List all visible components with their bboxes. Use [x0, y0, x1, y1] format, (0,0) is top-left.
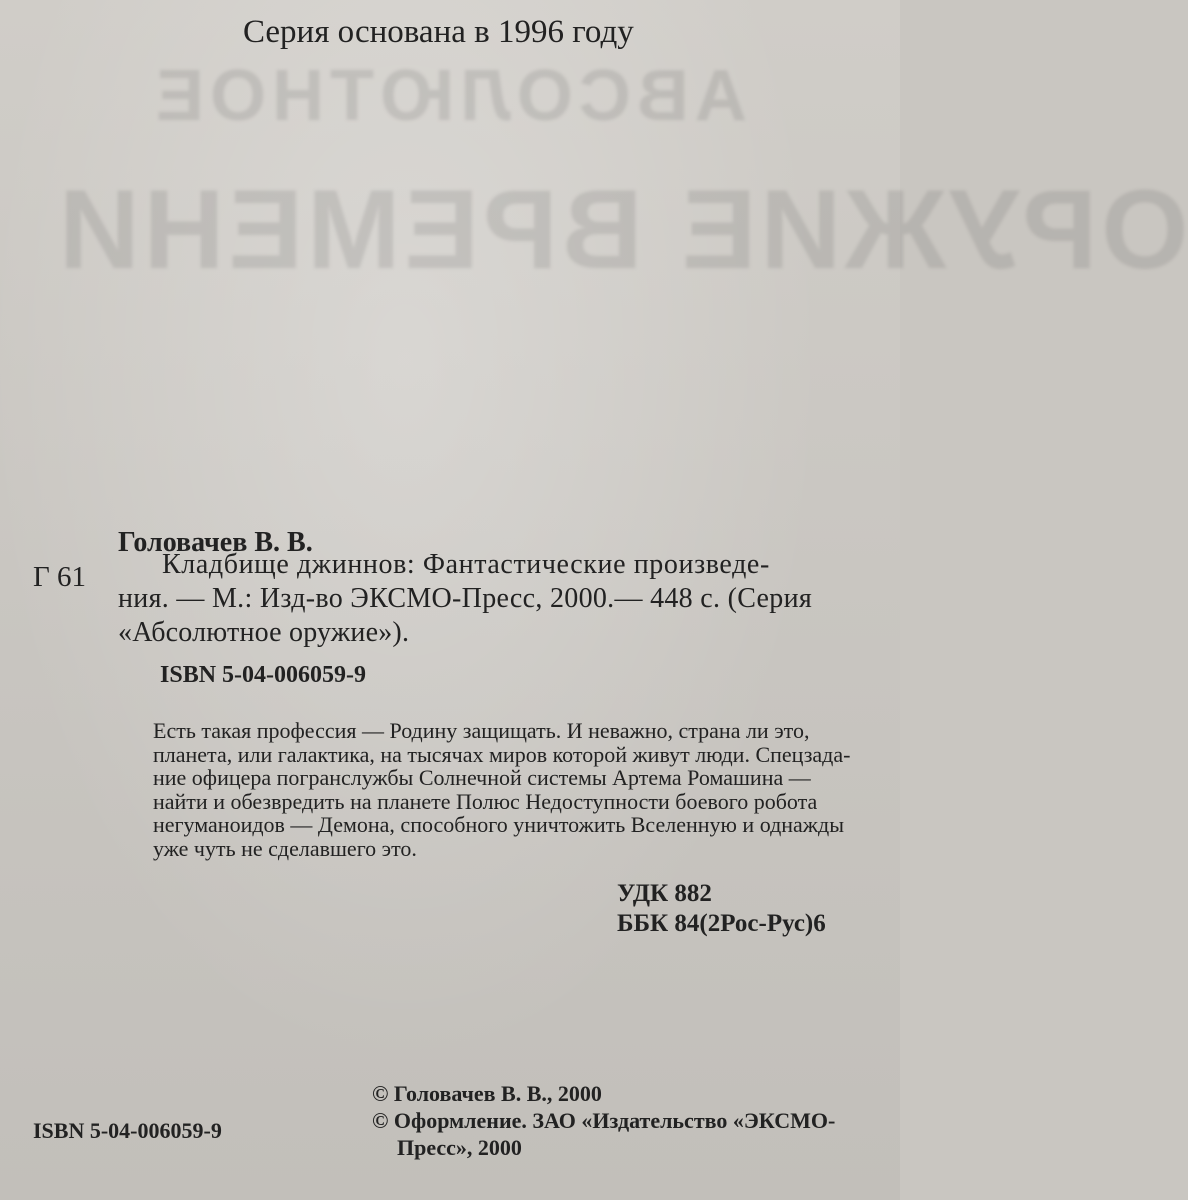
reverse-side-show-through-title: ОРУЖИЕ ВРЕМЕНИ	[55, 167, 1188, 292]
bib-line: Кладбище джиннов: Фантастические произведе-	[162, 549, 770, 580]
bib-line: ния. — М.: Изд-во ЭКСМО-Пресс, 2000.— 448 с. (Серия	[118, 583, 813, 614]
bibliographic-description	[118, 548, 812, 650]
book-annotation	[153, 719, 850, 860]
bib-line: «Абсолютное оружие»).	[118, 617, 410, 648]
footer-isbn: ISBN 5-04-006059-9	[33, 1118, 222, 1143]
catalog-isbn: ISBN 5-04-006059-9	[160, 662, 367, 688]
annotation-line: негуманоидов — Демона, способного уничтожить Вселенную и однажды	[153, 812, 844, 837]
catalog-author: Головачев В. В.	[118, 527, 313, 558]
copyright-line: © Головачев В. В., 2000	[372, 1081, 602, 1106]
bbk-code: ББК 84(2Рос-Рус)6	[617, 910, 826, 937]
copyright-line: Пресс», 2000	[397, 1135, 522, 1160]
annotation-line: планета, или галактика, на тысячах миров которой живут люди. Спецзада-	[153, 741, 851, 767]
copyright-block	[372, 1080, 835, 1161]
reverse-side-show-through-top: ABCOЛЮTHOE	[150, 56, 747, 136]
annotation-line: уже чуть не сделавшего это.	[153, 835, 417, 861]
annotation-line: ние офицера погранслужбы Солнечной системы Артема Ромашина —	[153, 765, 811, 790]
annotation-line: Есть такая профессия — Родину защищать. И неважно, страна ли это,	[153, 718, 810, 743]
catalog-code: Г 61	[33, 561, 87, 593]
series-founded-note: Серия основана в 1996 году	[243, 14, 634, 50]
annotation-line: найти и обезвредить на планете Полюс Недоступности боевого робота	[153, 788, 818, 814]
copyright-line: © Оформление. ЗАО «Издательство «ЭКСМО-	[372, 1108, 836, 1133]
udk-code: УДК 882	[617, 880, 712, 907]
